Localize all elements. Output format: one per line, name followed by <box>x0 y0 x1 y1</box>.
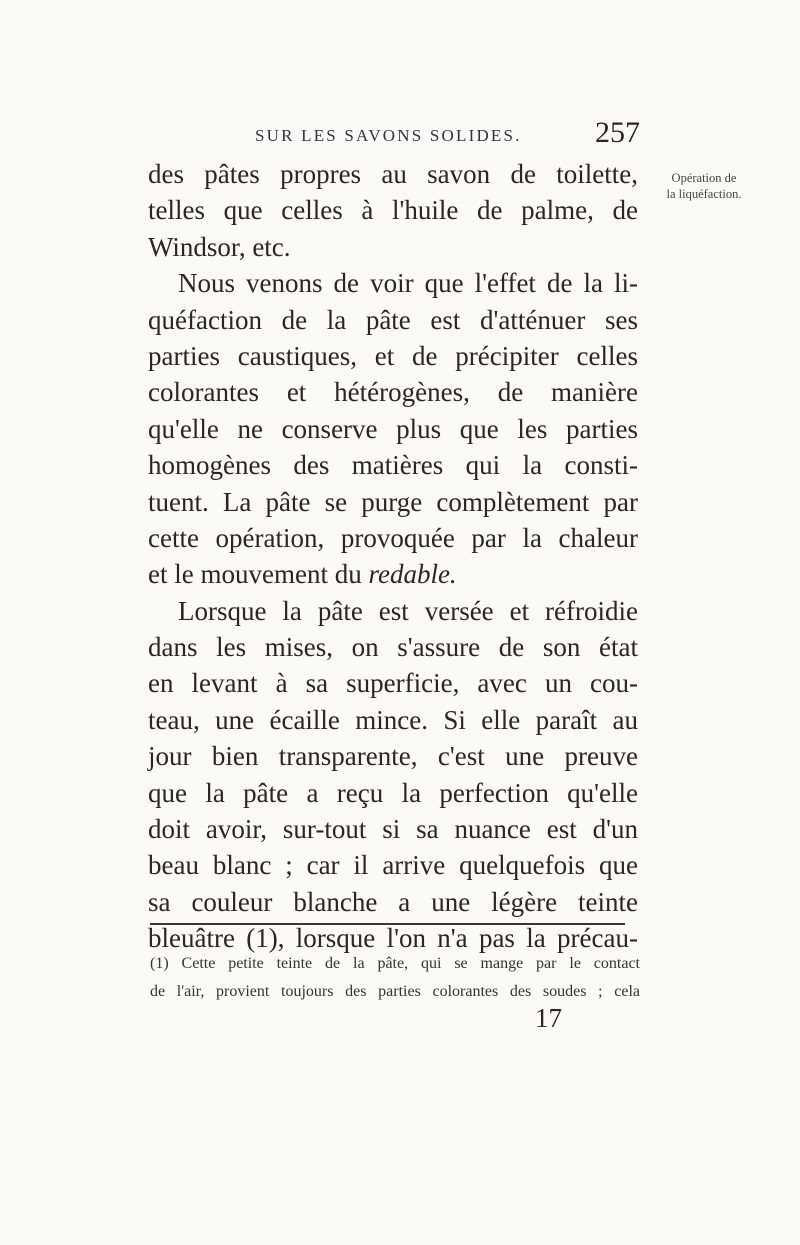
text-line: sa couleur blanche a une légère teinte <box>148 886 638 917</box>
text-line: tuent. La pâte se purge complètement par <box>148 486 638 517</box>
text-line: Windsor, etc. <box>148 231 291 262</box>
body-text <box>148 156 638 957</box>
signature-mark: 17 <box>535 1003 562 1033</box>
text-line: parties caustiques, et de précipiter celles <box>148 340 638 371</box>
text-line: que la pâte a reçu la perfection qu'elle <box>148 777 638 808</box>
text-line: quéfaction de la pâte est d'atténuer ses <box>148 304 638 335</box>
text-line: Nous venons de voir que l'effet de la li- <box>178 268 638 299</box>
margin-note-line-1: Opération de <box>671 171 737 185</box>
text-line: dans les mises, on s'assure de son état <box>148 632 638 663</box>
text-line: des pâtes propres au savon de toilette, <box>148 159 638 189</box>
text-line-with-italic <box>148 556 638 592</box>
text-line: bleuâtre (1), lorsque l'on n'a pas la précau- <box>148 923 638 954</box>
text-line: en levant à sa superficie, avec un cou- <box>148 668 638 699</box>
text-line: Lorsque la pâte est versée et réfroidie <box>178 595 638 626</box>
text-line: doit avoir, sur-tout si sa nuance est d'un <box>148 814 638 845</box>
text-line: jour bien transparente, c'est une preuve <box>148 741 638 772</box>
text-line: colorantes et hétérogènes, de manière <box>148 377 638 408</box>
footnote <box>150 950 640 1006</box>
running-title: SUR LES SAVONS SOLIDES. <box>255 126 522 145</box>
margin-note <box>648 170 760 202</box>
text-line: qu'elle ne conserve plus que les parties <box>148 413 638 444</box>
italic-term: redable. <box>368 559 457 590</box>
footnote-line: de l'air, provient toujours des parties colorantes des soudes ; cela <box>150 983 640 1000</box>
footnote-line: (1) Cette petite teinte de la pâte, qui se mange par le contact <box>150 955 640 972</box>
text-line-part: et le mouvement du <box>148 559 362 590</box>
text-line: cette opération, provoquée par la chaleur <box>148 522 638 553</box>
page-header <box>255 118 640 158</box>
page-number: 257 <box>595 116 640 149</box>
text-line: beau blanc ; car il arrive quelquefois que <box>148 850 638 881</box>
footnote-divider <box>150 923 625 925</box>
text-line: telles que celles à l'huile de palme, de <box>148 195 638 226</box>
text-line: teau, une écaille mince. Si elle paraît au <box>148 704 638 735</box>
text-line: homogènes des matières qui la consti- <box>148 450 638 481</box>
margin-note-line-2: la liquéfaction. <box>666 187 742 201</box>
